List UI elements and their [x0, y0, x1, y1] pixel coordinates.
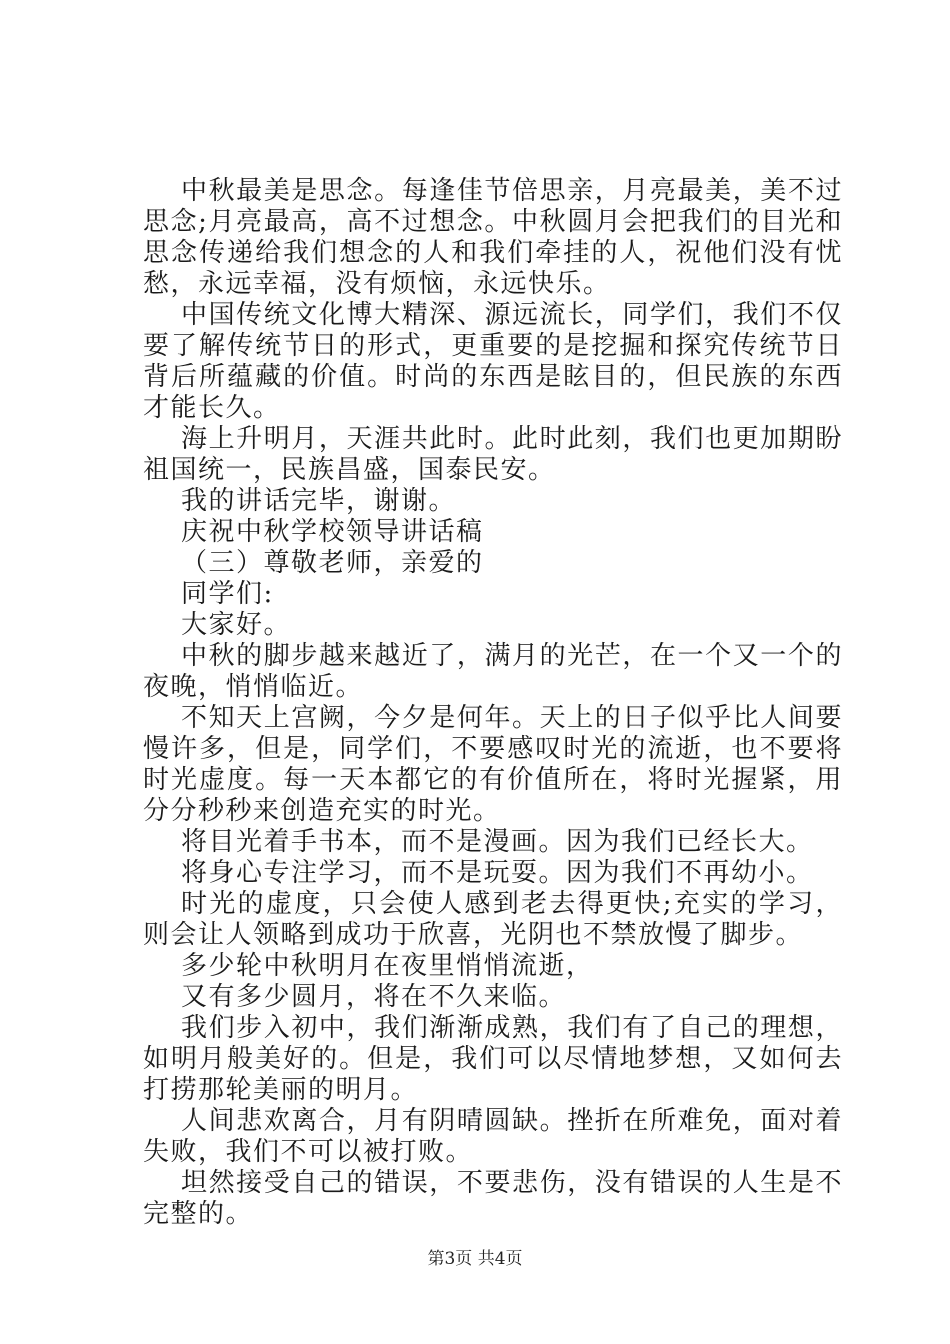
paragraph: 时光的虚度，只会使人感到老去得更快;充实的学习，则会让人领略到成功于欣喜，光阴也不禁放慢了脚步。 — [143, 889, 843, 950]
paragraph: 坦然接受自己的错误，不要悲伤，没有错误的人生是不完整的。 — [143, 1168, 843, 1229]
paragraph: 我的讲话完毕，谢谢。 — [181, 486, 457, 516]
paragraph: 我们步入初中，我们渐渐成熟，我们有了自己的理想，如明月般美好的。但是，我们可以尽情地梦想，又如何去打捞那轮美丽的明月。 — [143, 1013, 843, 1105]
paragraph: 将目光着手书本，而不是漫画。因为我们已经长大。 — [181, 827, 814, 857]
salutation: 同学们: — [181, 579, 274, 609]
page-footer — [0, 1244, 950, 1269]
greeting: 大家好。 — [181, 610, 292, 640]
paragraph: 不知天上宫阙，今夕是何年。天上的日子似乎比人间要慢许多，但是，同学们，不要感叹时光的流逝，也不要将时光虚度。每一天本都它的有价值所在，将时光握紧，用分分秒秒来创造充实的时光。 — [143, 703, 843, 826]
document-body — [143, 176, 843, 1230]
page-number: 第3页 共4页 — [427, 1249, 523, 1269]
paragraph: 将身心专注学习，而不是玩耍。因为我们不再幼小。 — [181, 858, 814, 888]
paragraph: 多少轮中秋明月在夜里悄悄流逝， — [181, 951, 594, 981]
section-title: 庆祝中秋学校领导讲话稿 — [181, 517, 484, 547]
paragraph: 中秋最美是思念。每逢佳节倍思亲，月亮最美，美不过思念;月亮最高，高不过想念。中秋圆月会把我们的目光和思念传递给我们想念的人和我们牵挂的人，祝他们没有忧愁，永远幸福，没有烦恼，永远快乐。 — [143, 176, 843, 299]
paragraph: 中秋的脚步越来越近了，满月的光芒，在一个又一个的夜晚，悄悄临近。 — [143, 641, 843, 702]
paragraph: 海上升明月，天涯共此时。此时此刻，我们也更加期盼祖国统一，民族昌盛，国泰民安。 — [143, 424, 843, 485]
paragraph: （三）尊敬老师，亲爱的 — [181, 548, 484, 578]
paragraph: 人间悲欢离合，月有阴晴圆缺。挫折在所难免，面对着失败，我们不可以被打败。 — [143, 1106, 843, 1167]
paragraph: 又有多少圆月，将在不久来临。 — [181, 982, 567, 1012]
paragraph: 中国传统文化博大精深、源远流长，同学们，我们不仅要了解传统节日的形式，更重要的是挖掘和探究传统节日背后所蕴藏的价值。时尚的东西是眩目的，但民族的东西才能长久。 — [143, 300, 843, 423]
